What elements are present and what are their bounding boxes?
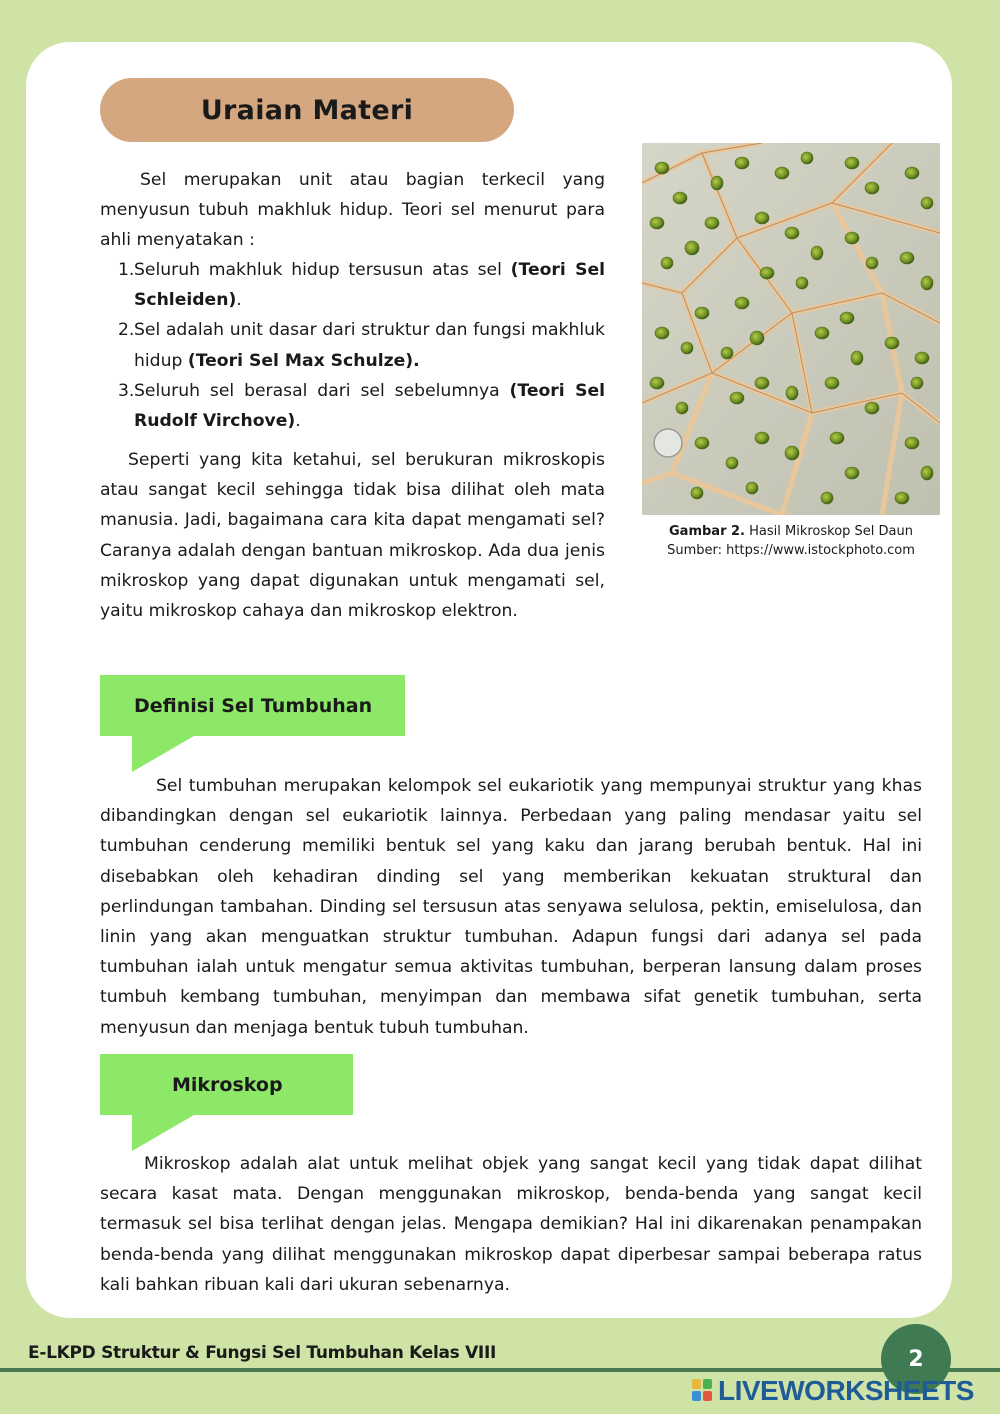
figure-source: Sumber: https://www.istockphoto.com (667, 543, 915, 558)
footer-title: E-LKPD Struktur & Fungsi Sel Tumbuhan Kelas VIII (28, 1343, 497, 1363)
callout-tail (132, 1115, 194, 1151)
micrograph-drawing (642, 143, 940, 515)
footer-divider (0, 1368, 1000, 1372)
figure-caption (642, 522, 940, 560)
figure-label: Gambar 2. (669, 524, 745, 539)
list-end: . (295, 411, 301, 432)
list-number: 2. (118, 320, 135, 341)
list-end: . (236, 290, 242, 311)
callout-tail (132, 736, 194, 772)
page-number-badge: 2 (881, 1324, 951, 1394)
section-heading-definisi (100, 675, 405, 736)
paragraph-text: Sel tumbuhan merupakan kelompok sel eukariotik yang mempunyai struktur yang khas dibandingkan dengan sel eukariotik lainnya. Perbedaan yang paling mendasar yaitu sel tumbuhan cenderung memiliki bentuk sel yang kaku dan jarang berubah bentuk. Hal ini disebabkan oleh kehadiran dinding sel yang memberikan kekuatan struktural dan perlindungan tambahan. Dinding sel tersusun atas senyawa selulosa, pektin, emiselulosa, dan linin yang akan menguatkan struktur tumbuhan. Adapun fungsi dari adanya sel pada tumbuhan ialah untuk mengatur semua aktivitas tumbuhan, berperan lansung dalam proses tumbuh kembang tumbuhan, menyimpan dan membawa sifat genetik tumbuhan, serta menyusun dan menjaga bentuk tubuh tumbuhan. (100, 776, 922, 1038)
liveworksheets-wordmark: LIVEWORKSHEETS (718, 1375, 974, 1406)
microscope-paragraph (100, 1149, 922, 1300)
liveworksheets-icon (692, 1379, 714, 1403)
list-number: 1. (118, 260, 135, 280)
list-bold: (Teori Sel Rudolf Virchove) (134, 380, 606, 432)
paragraph-text: Mikroskop adalah alat untuk melihat objek yang sangat kecil yang tidak dapat dilihat secara kasat mata. Dengan menggunakan mikroskop, benda-benda yang sangat kecil termasuk sel bisa terlihat dengan jelas. Mengapa demikian? Hal ini dikarenakan penampakan benda-benda yang dilihat menggunakan mikroskop dapat diperbesar sampai beberapa ratus kali bahkan ribuan kali dari ukuran sebenarnya. (100, 1154, 922, 1295)
section-heading-mikroskop (100, 1054, 353, 1115)
intro-paragraph (100, 165, 605, 256)
intro-text: Sel merupakan unit atau bagian terkecil yang menyusun tubuh makhluk hidup. Teori sel menurut para ahli menyatakan : (100, 170, 605, 251)
list-item (100, 255, 605, 315)
list-bold: (Teori Sel Max Schulze). (187, 350, 420, 371)
paragraph-text: Seperti yang kita ketahui, sel berukuran mikroskopis atau sangat kecil sehingga tidak bisa dilihat oleh mata manusia. Jadi, bagaimana cara kita dapat mengamati sel? Caranya adalah dengan bantuan mikroskop. Ada dua jenis mikroskop yang dapat digunakan untuk mengamati sel, yaitu mikroskop cahaya dan mikroskop elektron. (100, 450, 605, 622)
section-heading-label: Definisi Sel Tumbuhan (134, 694, 373, 717)
theory-list (100, 255, 605, 436)
list-text: Seluruh sel berasal dari sel sebelumnya (134, 380, 510, 401)
list-item (100, 315, 605, 375)
caption-line (642, 522, 940, 541)
page-title: Uraian Materi (100, 78, 514, 142)
list-bold: (Teori Sel Schleiden) (134, 260, 605, 311)
list-item (100, 376, 605, 436)
liveworksheets-logo[interactable] (692, 1374, 974, 1408)
caption-text: Hasil Mikroskop Sel Daun (745, 524, 913, 539)
list-text: Sel adalah unit dasar dari struktur dan fungsi makhluk hidup (134, 320, 605, 371)
section-heading-label: Mikroskop (172, 1073, 283, 1096)
microscopy-intro-paragraph (100, 445, 605, 626)
leaf-cell-micrograph (642, 143, 940, 515)
list-number: 3. (118, 380, 135, 401)
list-text: Seluruh makhluk hidup tersusun atas sel (134, 260, 511, 280)
definition-paragraph (100, 771, 922, 1043)
